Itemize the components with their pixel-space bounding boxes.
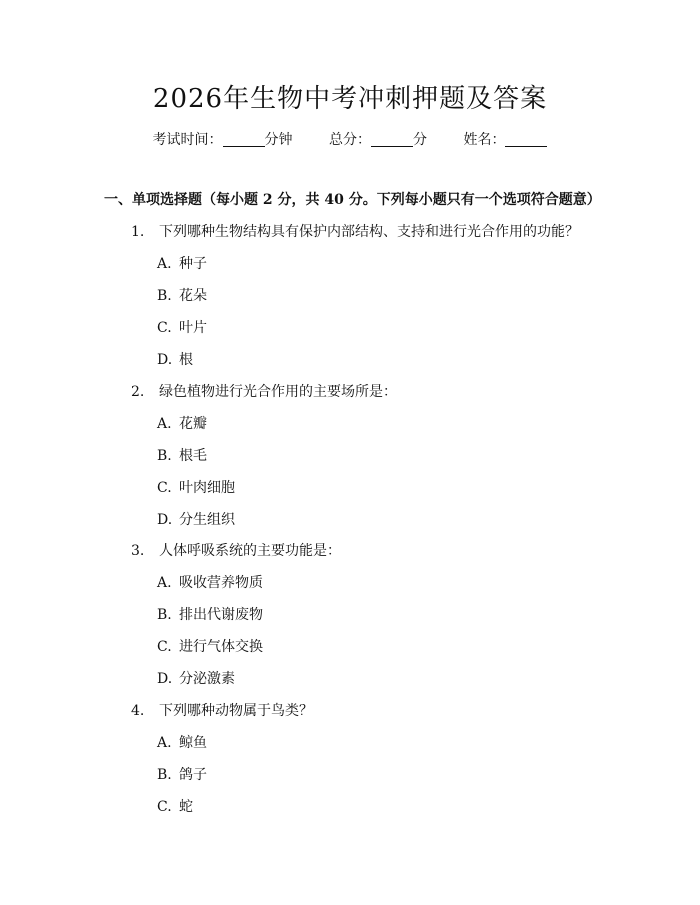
name-field	[463, 132, 547, 148]
total-score-label: 总分：	[329, 132, 371, 148]
option-4c[interactable]	[157, 797, 193, 817]
question-text: 下列哪种生物结构具有保护内部结构、支持和进行光合作用的功能？	[159, 224, 579, 240]
option-text: 进行气体交换	[179, 639, 263, 655]
option-text: 鸽子	[179, 767, 207, 783]
option-text: 花瓣	[179, 416, 207, 432]
option-letter: C.	[157, 799, 172, 815]
question-2	[131, 382, 397, 402]
option-2d[interactable]	[157, 510, 235, 530]
option-4b[interactable]	[157, 765, 207, 785]
option-text: 分泌激素	[179, 671, 235, 687]
question-3	[131, 541, 341, 561]
option-2c[interactable]	[157, 478, 235, 498]
option-letter: B.	[157, 767, 172, 783]
exam-info-line	[0, 130, 700, 150]
option-letter: A.	[157, 575, 172, 591]
exam-time-unit: 分钟	[264, 132, 293, 148]
option-2a[interactable]	[157, 414, 207, 434]
question-text: 绿色植物进行光合作用的主要场所是：	[159, 384, 397, 400]
option-3b[interactable]	[157, 605, 263, 625]
option-2b[interactable]	[157, 446, 207, 466]
exam-time-blank[interactable]	[223, 132, 265, 147]
option-letter: D.	[157, 671, 173, 687]
option-letter: A.	[157, 416, 172, 432]
option-text: 叶肉细胞	[179, 480, 235, 496]
option-1b[interactable]	[157, 286, 207, 306]
option-text: 分生组织	[179, 512, 235, 528]
option-4a[interactable]	[157, 733, 207, 753]
option-text: 排出代谢废物	[179, 607, 263, 623]
page-title: 2026年生物中考冲刺押题及答案	[152, 84, 548, 114]
question-text: 下列哪种动物属于鸟类？	[159, 703, 313, 719]
question-number: 2.	[131, 384, 145, 400]
option-letter: B.	[157, 448, 172, 464]
section-heading: 一、单项选择题（每小题 2 分，共 40 分。下列每小题只有一个选项符合题意）	[104, 192, 601, 208]
option-letter: C.	[157, 639, 172, 655]
option-letter: C.	[157, 320, 172, 336]
option-text: 根	[179, 352, 193, 368]
option-1d[interactable]	[157, 350, 193, 370]
exam-time-label: 考试时间：	[152, 132, 223, 148]
name-blank[interactable]	[505, 132, 547, 147]
option-1a[interactable]	[157, 254, 207, 274]
question-number: 4.	[131, 703, 145, 719]
option-letter: C.	[157, 480, 172, 496]
option-text: 种子	[179, 256, 207, 272]
question-number: 1.	[131, 224, 145, 240]
option-3a[interactable]	[157, 573, 263, 593]
exam-time-field	[153, 132, 297, 148]
option-text: 花朵	[179, 288, 207, 304]
option-text: 鲸鱼	[179, 735, 207, 751]
option-letter: A.	[157, 256, 172, 272]
question-4	[131, 701, 313, 721]
total-score-blank[interactable]	[371, 132, 413, 147]
total-score-unit: 分	[413, 132, 427, 148]
option-letter: B.	[157, 288, 172, 304]
question-number: 3.	[131, 543, 145, 559]
option-text: 根毛	[179, 448, 207, 464]
option-letter: B.	[157, 607, 172, 623]
option-text: 吸收营养物质	[179, 575, 263, 591]
option-letter: A.	[157, 735, 172, 751]
option-letter: D.	[157, 352, 173, 368]
option-text: 叶片	[179, 320, 207, 336]
question-1	[131, 222, 579, 242]
total-score-field	[329, 132, 431, 148]
option-letter: D.	[157, 512, 173, 528]
option-3c[interactable]	[157, 637, 263, 657]
option-3d[interactable]	[157, 669, 235, 689]
option-1c[interactable]	[157, 318, 207, 338]
name-label: 姓名：	[463, 132, 506, 148]
question-text: 人体呼吸系统的主要功能是：	[159, 543, 341, 559]
option-text: 蛇	[179, 799, 193, 815]
